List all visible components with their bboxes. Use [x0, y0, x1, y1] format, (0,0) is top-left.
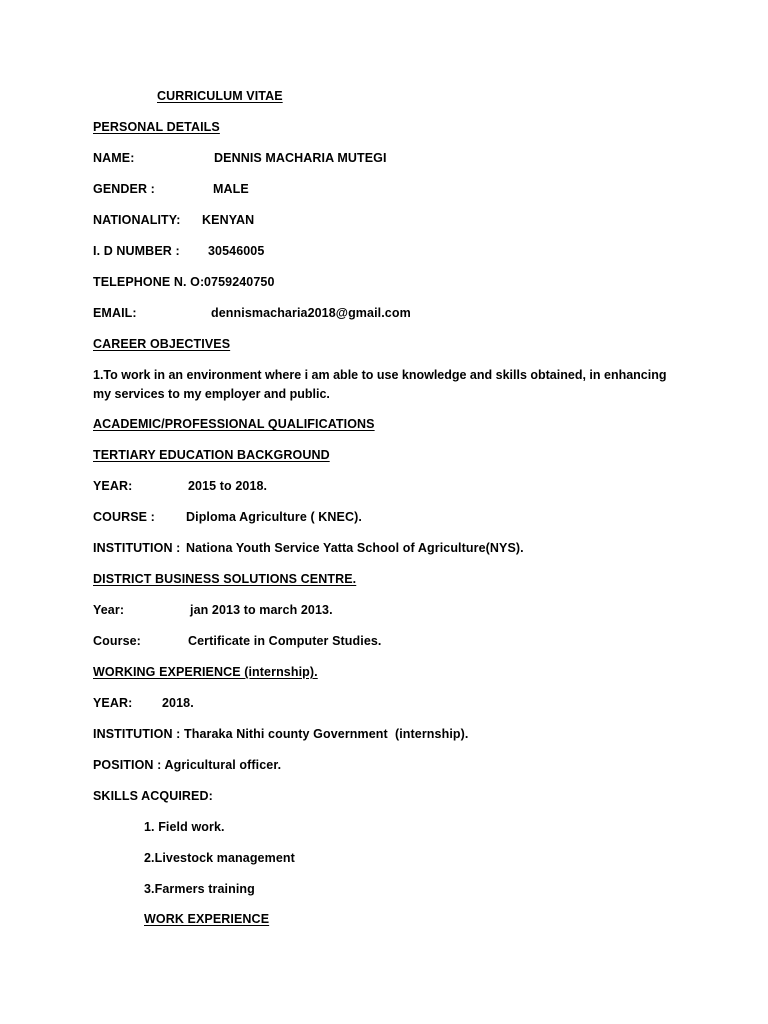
personal-details-heading: PERSONAL DETAILS [93, 120, 220, 134]
email-label: EMAIL: [93, 306, 137, 320]
nationality-label: NATIONALITY: [93, 213, 181, 227]
working-year-label: YEAR: [93, 696, 133, 710]
career-objective-text: 1.To work in an environment where i am able to use knowledge and skills obtained, in enhancing my services to my employer and public. [93, 368, 667, 401]
district-year-label: Year: [93, 603, 125, 617]
telephone-label: TELEPHONE N. O: [93, 275, 205, 289]
tertiary-year-value: 2015 to 2018. [188, 479, 268, 493]
skill-item: 3.Farmers training [144, 882, 255, 896]
name-label: NAME: [93, 151, 135, 165]
tertiary-heading: TERTIARY EDUCATION BACKGROUND [93, 448, 330, 462]
tertiary-course-label: COURSE : [93, 510, 155, 524]
id-number-label: I. D NUMBER : [93, 244, 180, 258]
district-course-value: Certificate in Computer Studies. [188, 634, 382, 648]
tertiary-year-label: YEAR: [93, 479, 133, 493]
id-number-value: 30546005 [208, 244, 265, 258]
gender-value: MALE [213, 182, 249, 196]
district-year-value: jan 2013 to march 2013. [190, 603, 333, 617]
nationality-value: KENYAN [202, 213, 255, 227]
work-experience-heading: WORK EXPERIENCE [144, 912, 270, 926]
email-value: dennismacharia2018@gmail.com [211, 306, 411, 320]
district-course-label: Course: [93, 634, 141, 648]
career-objectives-heading: CAREER OBJECTIVES [93, 337, 231, 351]
name-value: DENNIS MACHARIA MUTEGI [214, 151, 387, 165]
working-experience-heading: WORKING EXPERIENCE (internship). [93, 665, 318, 679]
district-heading: DISTRICT BUSINESS SOLUTIONS CENTRE. [93, 572, 357, 586]
skills-heading: SKILLS ACQUIRED: [93, 789, 213, 803]
tertiary-institution-label: INSTITUTION : [93, 541, 181, 555]
working-year-value: 2018. [162, 696, 194, 710]
gender-label: GENDER : [93, 182, 155, 196]
cv-title: CURRICULUM VITAE [157, 89, 283, 103]
working-position: POSITION : Agricultural officer. [93, 758, 282, 772]
academic-heading: ACADEMIC/PROFESSIONAL QUALIFICATIONS [93, 417, 375, 431]
working-institution: INSTITUTION : Tharaka Nithi county Government (internship). [93, 727, 469, 741]
telephone-value: 0759240750 [204, 275, 275, 289]
tertiary-institution-value: Nationa Youth Service Yatta School of Agriculture(NYS). [186, 541, 524, 555]
skill-item: 2.Livestock management [144, 851, 295, 865]
tertiary-course-value: Diploma Agriculture ( KNEC). [186, 510, 362, 524]
skill-item: 1. Field work. [144, 820, 225, 834]
